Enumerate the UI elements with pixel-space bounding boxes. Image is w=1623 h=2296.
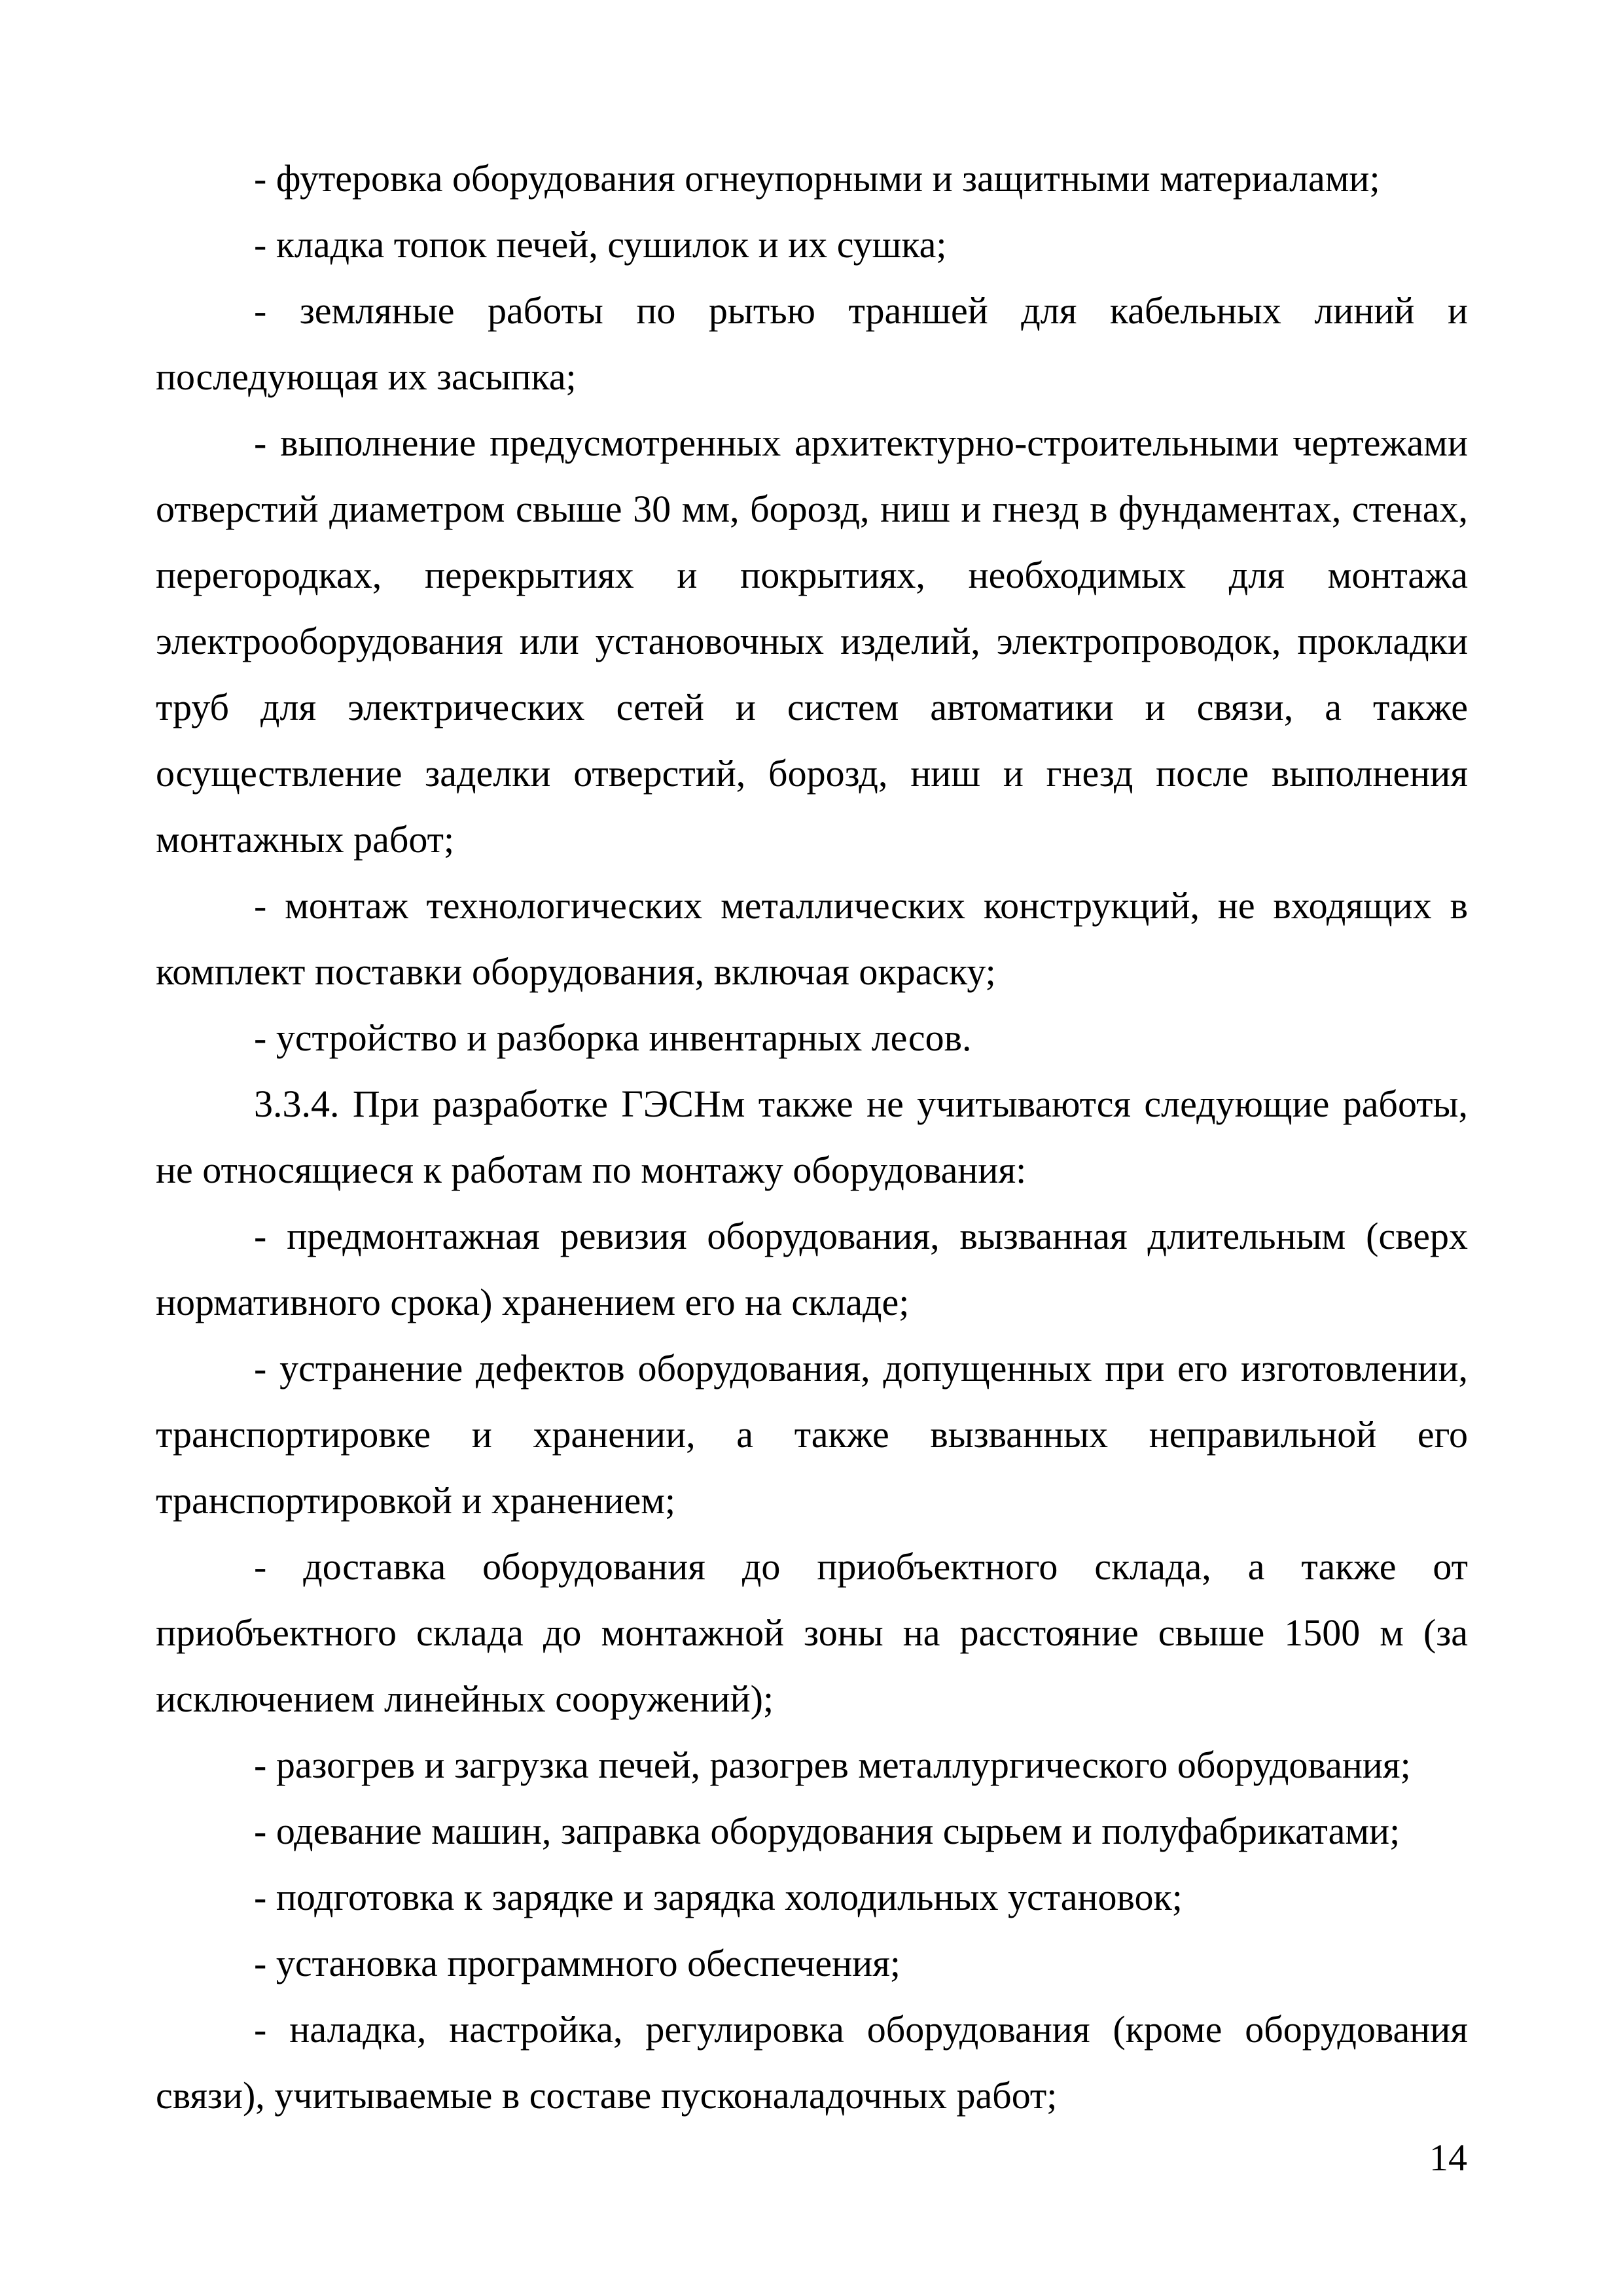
paragraph-defects: - устранение дефектов оборудования, допущенных при его изготовлении, транспортировке и хранении, а также вызванных неправильной его транспортировкой и хранением; (156, 1347, 1468, 1522)
paragraph-section-3-3-4: 3.3.4. При разработке ГЭСНм также не учитываются следующие работы, не относящиеся к работам по монтажу оборудования: (156, 1083, 1468, 1191)
paragraph-furnaces: - разогрев и загрузка печей, разогрев металлургического оборудования; (254, 1744, 1411, 1786)
paragraph-openings: - выполнение предусмотренных архитектурно-строительными чертежами отверстий диаметром свыше 30 мм, борозд, ниш и гнезд в фундаментах, стенах, перегородках, перекрытиях и покрытиях, необходимых для монтажа электрооборудования или установочных изделий, электропроводок, прокладки труб для электрических сетей и систем автоматики и связи, а также осуществление заделки отверстий, борозд, ниш и гнезд после выполнения монтажных работ; (156, 422, 1468, 861)
paragraph-metal-structures: - монтаж технологических металлических конструкций, не входящих в комплект поставки оборудования, включая окраску; (156, 884, 1468, 993)
paragraph-refrigeration: - подготовка к зарядке и зарядка холодильных установок; (254, 1876, 1183, 1918)
paragraph-lining: - футеровка оборудования огнеупорными и защитными материалами; (254, 157, 1380, 200)
page-number: 14 (1429, 2136, 1467, 2179)
paragraph-commissioning: - наладка, настройка, регулировка оборудования (кроме оборудования связи), учитываемые в составе пусконаладочных работ; (156, 2008, 1468, 2117)
paragraph-software: - установка программного обеспечения; (254, 1942, 901, 1984)
body-text (156, 145, 1468, 2128)
paragraph-delivery: - доставка оборудования до приобъектного склада, а также от приобъектного склада до монтажной зоны на расстояние свыше 1500 м (за исключением линейных сооружений); (156, 1545, 1468, 1720)
paragraph-masonry: - кладка топок печей, сушилок и их сушка; (254, 223, 947, 266)
paragraph-machines: - одевание машин, заправка оборудования сырьем и полуфабрикатами; (254, 1810, 1400, 1852)
paragraph-earthworks: - земляные работы по рытью траншей для кабельных линий и последующая их засыпка; (156, 289, 1468, 398)
paragraph-revision: - предмонтажная ревизия оборудования, вызванная длительным (сверх нормативного срока) хранением его на складе; (156, 1215, 1468, 1323)
paragraph-scaffolding: - устройство и разборка инвентарных лесов. (254, 1016, 972, 1059)
